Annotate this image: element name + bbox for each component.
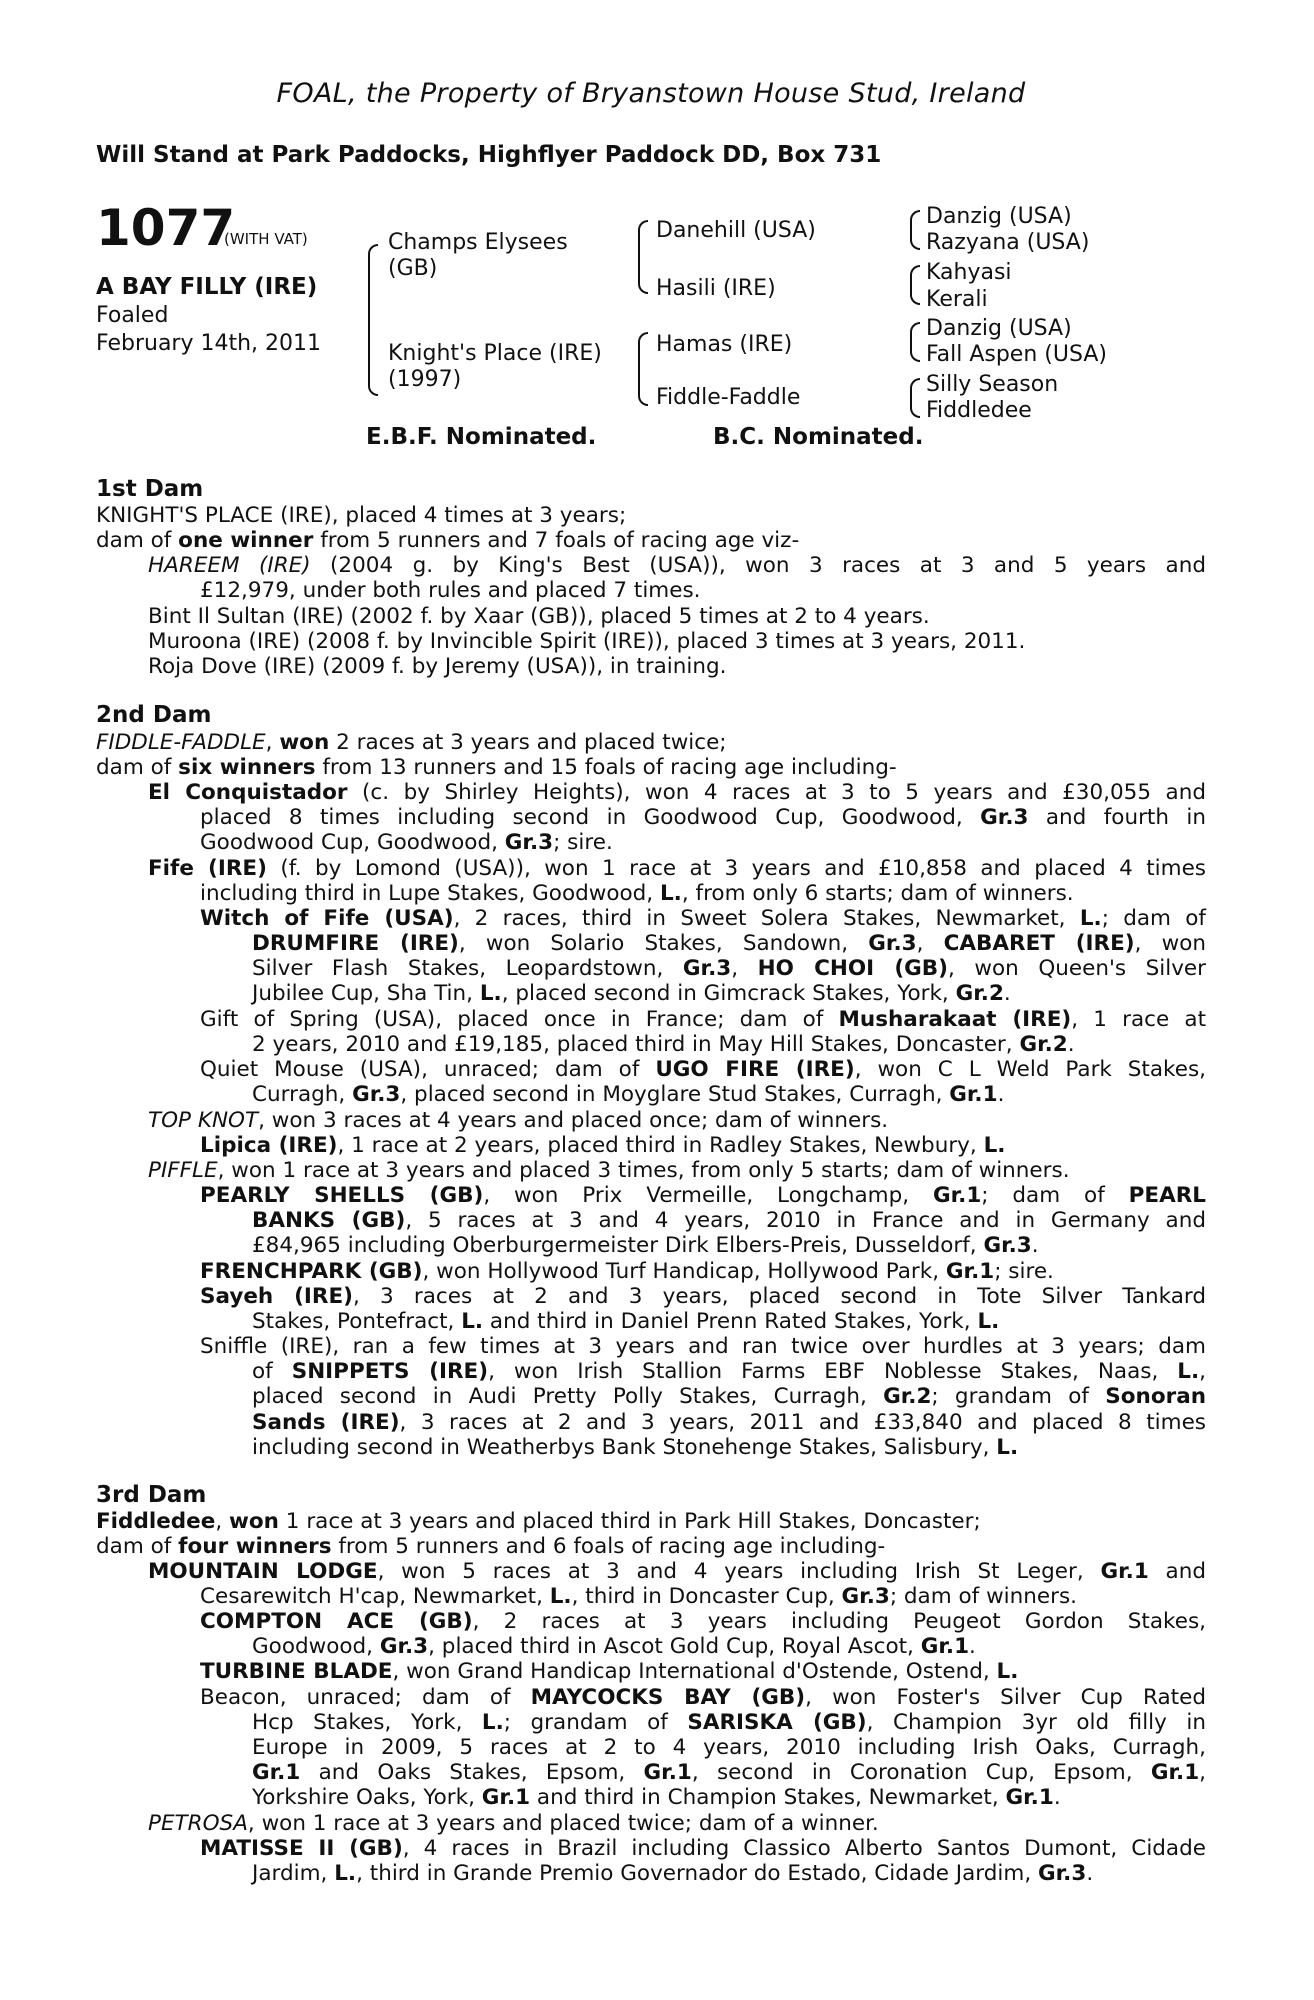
dam-sire: Hamas (IRE) <box>656 332 793 357</box>
stabling-info: Will Stand at Park Paddocks, Highflyer Paddock DD, Box 731 <box>96 142 882 168</box>
sire: Champs Elysees (GB) <box>388 230 568 281</box>
sire-dam: Hasili (IRE) <box>656 276 776 301</box>
dam-dam: Fiddle-Faddle <box>656 385 801 410</box>
g-dam-2: Fall Aspen (USA) <box>926 342 1107 367</box>
pedigree-brace <box>368 244 378 396</box>
ebf-nomination: E.B.F. Nominated. <box>366 424 597 450</box>
horse-name: A BAY FILLY (IRE) <box>96 274 318 300</box>
g-dam-1: Danzig (USA) <box>926 316 1072 341</box>
page-title: FOAL, the Property of Bryanstown House Stud, Ireland <box>276 78 1026 109</box>
pedigree-brace <box>910 265 920 305</box>
bc-nomination: B.C. Nominated. <box>713 424 924 450</box>
pedigree-brace <box>910 210 920 250</box>
pedigree-brace <box>910 322 920 362</box>
third-dam-heading: 3rd Dam <box>96 1482 207 1508</box>
first-dam-heading: 1st Dam <box>96 476 204 502</box>
g-dam-3: Silly Season <box>926 372 1059 397</box>
g-sire-4: Kerali <box>926 287 988 312</box>
pedigree-brace <box>638 332 648 406</box>
sire-sire: Danehill (USA) <box>656 218 816 243</box>
foaled-info <box>96 302 321 358</box>
vat-label: (WITH VAT) <box>224 230 308 248</box>
g-sire-1: Danzig (USA) <box>926 204 1072 229</box>
g-sire-3: Kahyasi <box>926 260 1012 285</box>
lot-number: 1077 <box>96 199 236 257</box>
g-dam-4: Fiddledee <box>926 398 1032 423</box>
second-dam-heading: 2nd Dam <box>96 702 212 728</box>
dam: Knight's Place (IRE) (1997) <box>388 341 602 392</box>
foaled-date: February 14th, 2011 <box>96 331 322 356</box>
g-sire-2: Razyana (USA) <box>926 230 1090 255</box>
pedigree-brace <box>910 378 920 418</box>
pedigree-brace <box>638 220 648 294</box>
foaled-label: Foaled <box>96 303 169 328</box>
